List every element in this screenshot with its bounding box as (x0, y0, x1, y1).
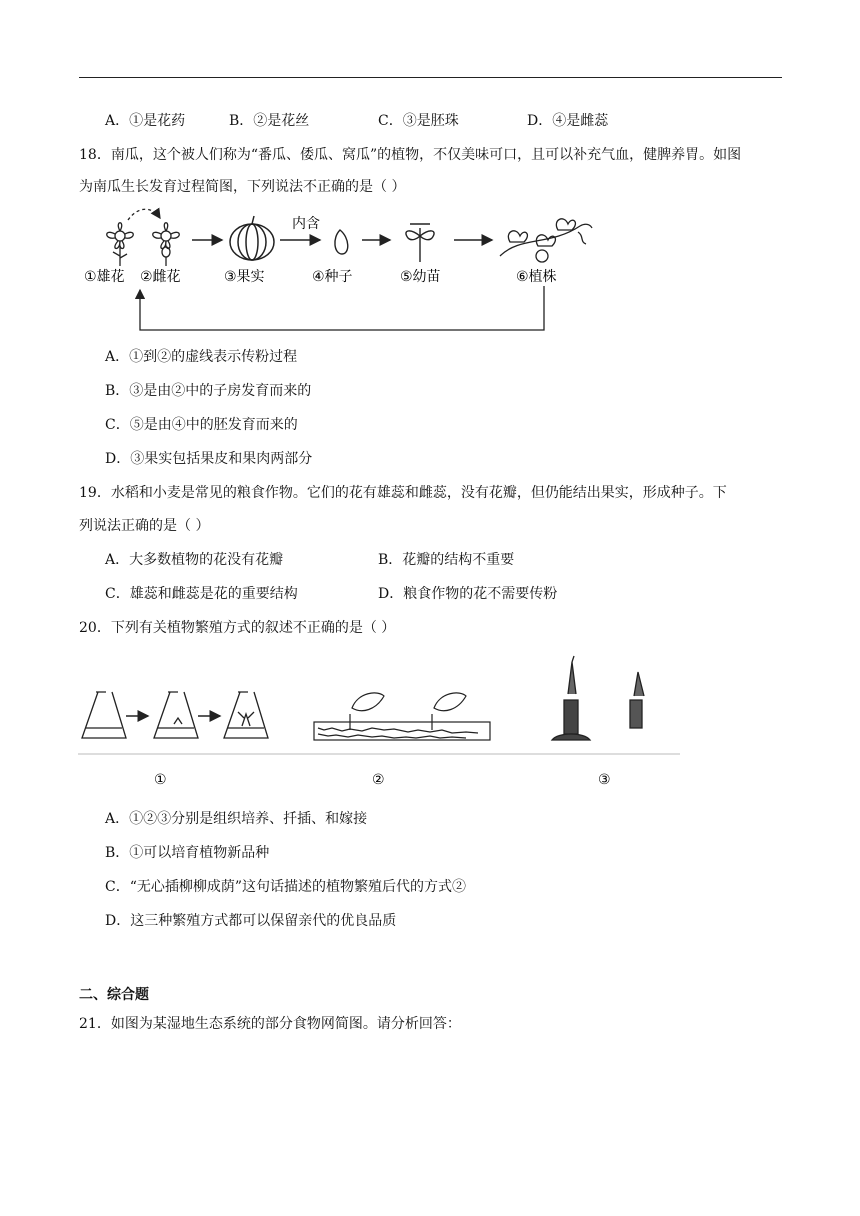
q17-option-a: A．①是花药 (105, 113, 186, 129)
q17-option-d: D．④是雌蕊 (527, 113, 609, 129)
grafting-illustration (552, 656, 644, 740)
q17-option-c: C．③是胚珠 (378, 113, 459, 129)
figure-label-2: ② (372, 772, 385, 788)
pollination-dashed-arrow (128, 209, 160, 220)
label-female-flower: ②雌花 (140, 269, 181, 285)
q17-option-b: B．②是花丝 (229, 113, 310, 129)
q18-option-a: A．①到②的虚线表示传粉过程 (105, 349, 298, 365)
q20-option-b: B．①可以培育植物新品种 (105, 845, 270, 861)
q18-stem-line1: 18．南瓜，这个被人们称为“番瓜、倭瓜、窝瓜”的植物，不仅美味可口，且可以补充气血，健脾养胃。如图 (79, 147, 742, 163)
header-rule (79, 77, 782, 78)
contains-label: 内含 (292, 216, 320, 232)
pumpkin-lifecycle-diagram (80, 206, 600, 334)
label-plant: ⑥植株 (516, 269, 557, 285)
q18-option-d: D．③果实包括果皮和果肉两部分 (105, 451, 313, 467)
label-male-flower: ①雄花 (84, 269, 125, 285)
q20-option-a: A．①②③分别是组织培养、扦插、和嫁接 (105, 811, 368, 827)
q20-stem: 20．下列有关植物繁殖方式的叙述不正确的是（ ） (79, 620, 396, 636)
tissue-culture-flasks (82, 692, 268, 738)
seedling-icon (406, 224, 434, 262)
figure-label-3: ③ (598, 772, 611, 788)
seed-icon (335, 230, 348, 254)
label-seed: ④种子 (312, 269, 353, 285)
section-heading: 二、综合题 (79, 987, 149, 1003)
q21-stem: 21．如图为某湿地生态系统的部分食物网简图。请分析回答： (79, 1016, 461, 1032)
q20-option-d: D．这三种繁殖方式都可以保留亲代的优良品质 (105, 913, 397, 929)
q19-option-d: D．粮食作物的花不需要传粉 (378, 586, 558, 602)
cutting-soil (314, 693, 490, 740)
figure-label-1: ① (154, 772, 167, 788)
pumpkin-fruit-icon (230, 216, 274, 260)
q18-option-b: B．③是由②中的子房发育而来的 (105, 383, 312, 399)
label-seedling: ⑤幼苗 (400, 269, 441, 285)
pumpkin-plant-icon (500, 219, 592, 262)
label-fruit: ③果实 (224, 269, 265, 285)
q19-option-b: B．花瓣的结构不重要 (378, 552, 515, 568)
lifecycle-return-arrow (140, 286, 544, 330)
q18-stem-line2: 为南瓜生长发育过程简图，下列说法不正确的是（ ） (79, 179, 406, 195)
propagation-figure (78, 654, 680, 792)
female-flower-icon (153, 223, 180, 266)
q19-option-c: C．雄蕊和雌蕊是花的重要结构 (105, 586, 298, 602)
q19-option-a: A．大多数植物的花没有花瓣 (105, 552, 284, 568)
q19-stem-line2: 列说法正确的是（ ） (79, 518, 210, 534)
q20-option-c: C．“无心插柳柳成荫”这句话描述的植物繁殖后代的方式② (105, 879, 467, 895)
q18-option-c: C．⑤是由④中的胚发育而来的 (105, 417, 298, 433)
q19-stem-line1: 19．水稻和小麦是常见的粮食作物。它们的花有雄蕊和雌蕊，没有花瓣，但仍能结出果实，形成种子。下 (79, 485, 727, 501)
male-flower-icon (107, 223, 134, 266)
